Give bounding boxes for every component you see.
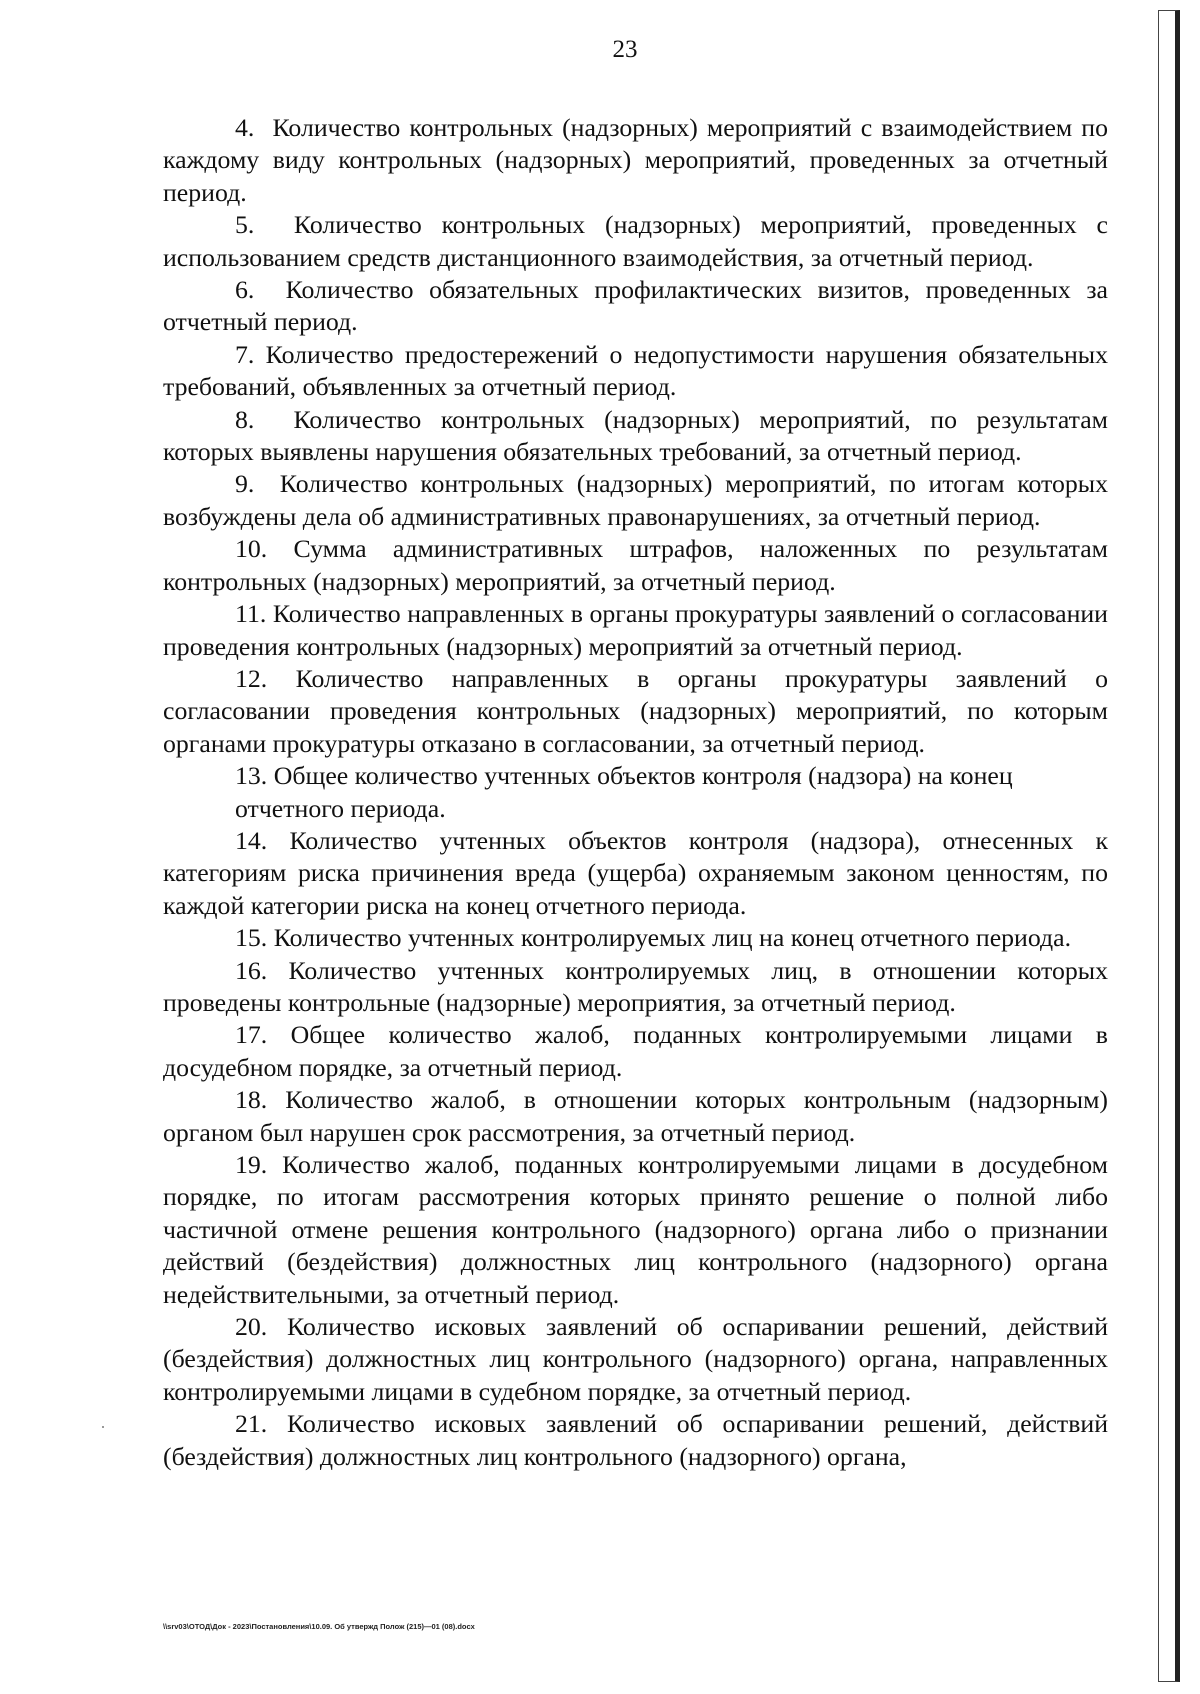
paragraph-5: 5. Количество контрольных (надзорных) мероприятий, проведенных с использованием средств дистанционного взаимодействия, за отчетный период.	[163, 210, 1108, 272]
paragraph-21: 21. Количество исковых заявлений об оспаривании решений, действий (бездействия) должностных лиц контрольного (надзорного) органа,	[163, 1409, 1108, 1471]
document-body	[163, 112, 1108, 1473]
paragraph-9: 9. Количество контрольных (надзорных) мероприятий, по итогам которых возбуждены дела об административных правонарушениях, за отчетный период.	[163, 469, 1108, 531]
paragraph-6: 6. Количество обязательных профилактических визитов, проведенных за отчетный период.	[163, 275, 1108, 337]
paragraph-10: 10. Сумма административных штрафов, наложенных по результатам контрольных (надзорных) мероприятий, за отчетный период.	[163, 534, 1108, 596]
paragraph-17: 17. Общее количество жалоб, поданных контролируемыми лицами в досудебном порядке, за отчетный период.	[163, 1020, 1108, 1082]
paragraph-18: 18. Количество жалоб, в отношении которых контрольным (надзорным) органом был нарушен срок рассмотрения, за отчетный период.	[163, 1085, 1108, 1147]
paragraph-11: 11. Количество направленных в органы прокуратуры заявлений о согласовании проведения контрольных (надзорных) мероприятий за отчетный период.	[163, 599, 1108, 661]
scan-speck	[102, 1426, 104, 1428]
page-number: 23	[612, 36, 638, 63]
paragraph-14: 14. Количество учтенных объектов контроля (надзора), отнесенных к категориям риска причинения вреда (ущерба) охраняемым законом ценностям, по каждой категории риска на конец отчетного периода.	[163, 825, 1108, 920]
paragraph-4: 4. Количество контрольных (надзорных) мероприятий с взаимодействием по каждому виду контрольных (надзорных) мероприятий, проведенных за отчетный период.	[163, 113, 1108, 207]
paragraph-19: 19. Количество жалоб, поданных контролируемыми лицами в досудебном порядке, по итогам рассмотрения которых принято решение о полной либо частичной отмене решения контрольного (надзорного) органа либо о признании действий (бездействия) должностных лиц контрольного (надзорного) органа недействительными, за отчетный период.	[163, 1150, 1108, 1309]
paragraph-12: 12. Количество направленных в органы прокуратуры заявлений о согласовании проведения контрольных (надзорных) мероприятий, по которым органами прокуратуры отказано в согласовании, за отчетный период.	[163, 663, 1108, 758]
paragraph-16: 16. Количество учтенных контролируемых лиц, в отношении которых проведены контрольные (надзорные) мероприятия, за отчетный период.	[163, 955, 1108, 1017]
paragraph-13: 13. Общее количество учтенных объектов контроля (надзора) на конец отчетного периода.	[235, 761, 1013, 823]
footer-file-path: \\srv03\ОТОД\Док - 2023\Постановления\10.09. Об утвержд Полож (215)—01 (08).docx	[163, 1622, 475, 1631]
scan-margin-bar	[1158, 10, 1180, 1682]
paragraph-15: 15. Количество учтенных контролируемых лиц на конец отчетного периода.	[235, 923, 1072, 953]
paragraph-8: 8. Количество контрольных (надзорных) мероприятий, по результатам которых выявлены нарушения обязательных требований, за отчетный период.	[163, 404, 1108, 467]
paragraph-20: 20. Количество исковых заявлений об оспаривании решений, действий (бездействия) должностных лиц контрольного (надзорного) органа, направленных контролируемыми лицами в судебном порядке, за отчетный период.	[163, 1312, 1108, 1406]
paragraph-7: 7. Количество предостережений о недопустимости нарушения обязательных требований, объявленных за отчетный период.	[163, 339, 1108, 402]
